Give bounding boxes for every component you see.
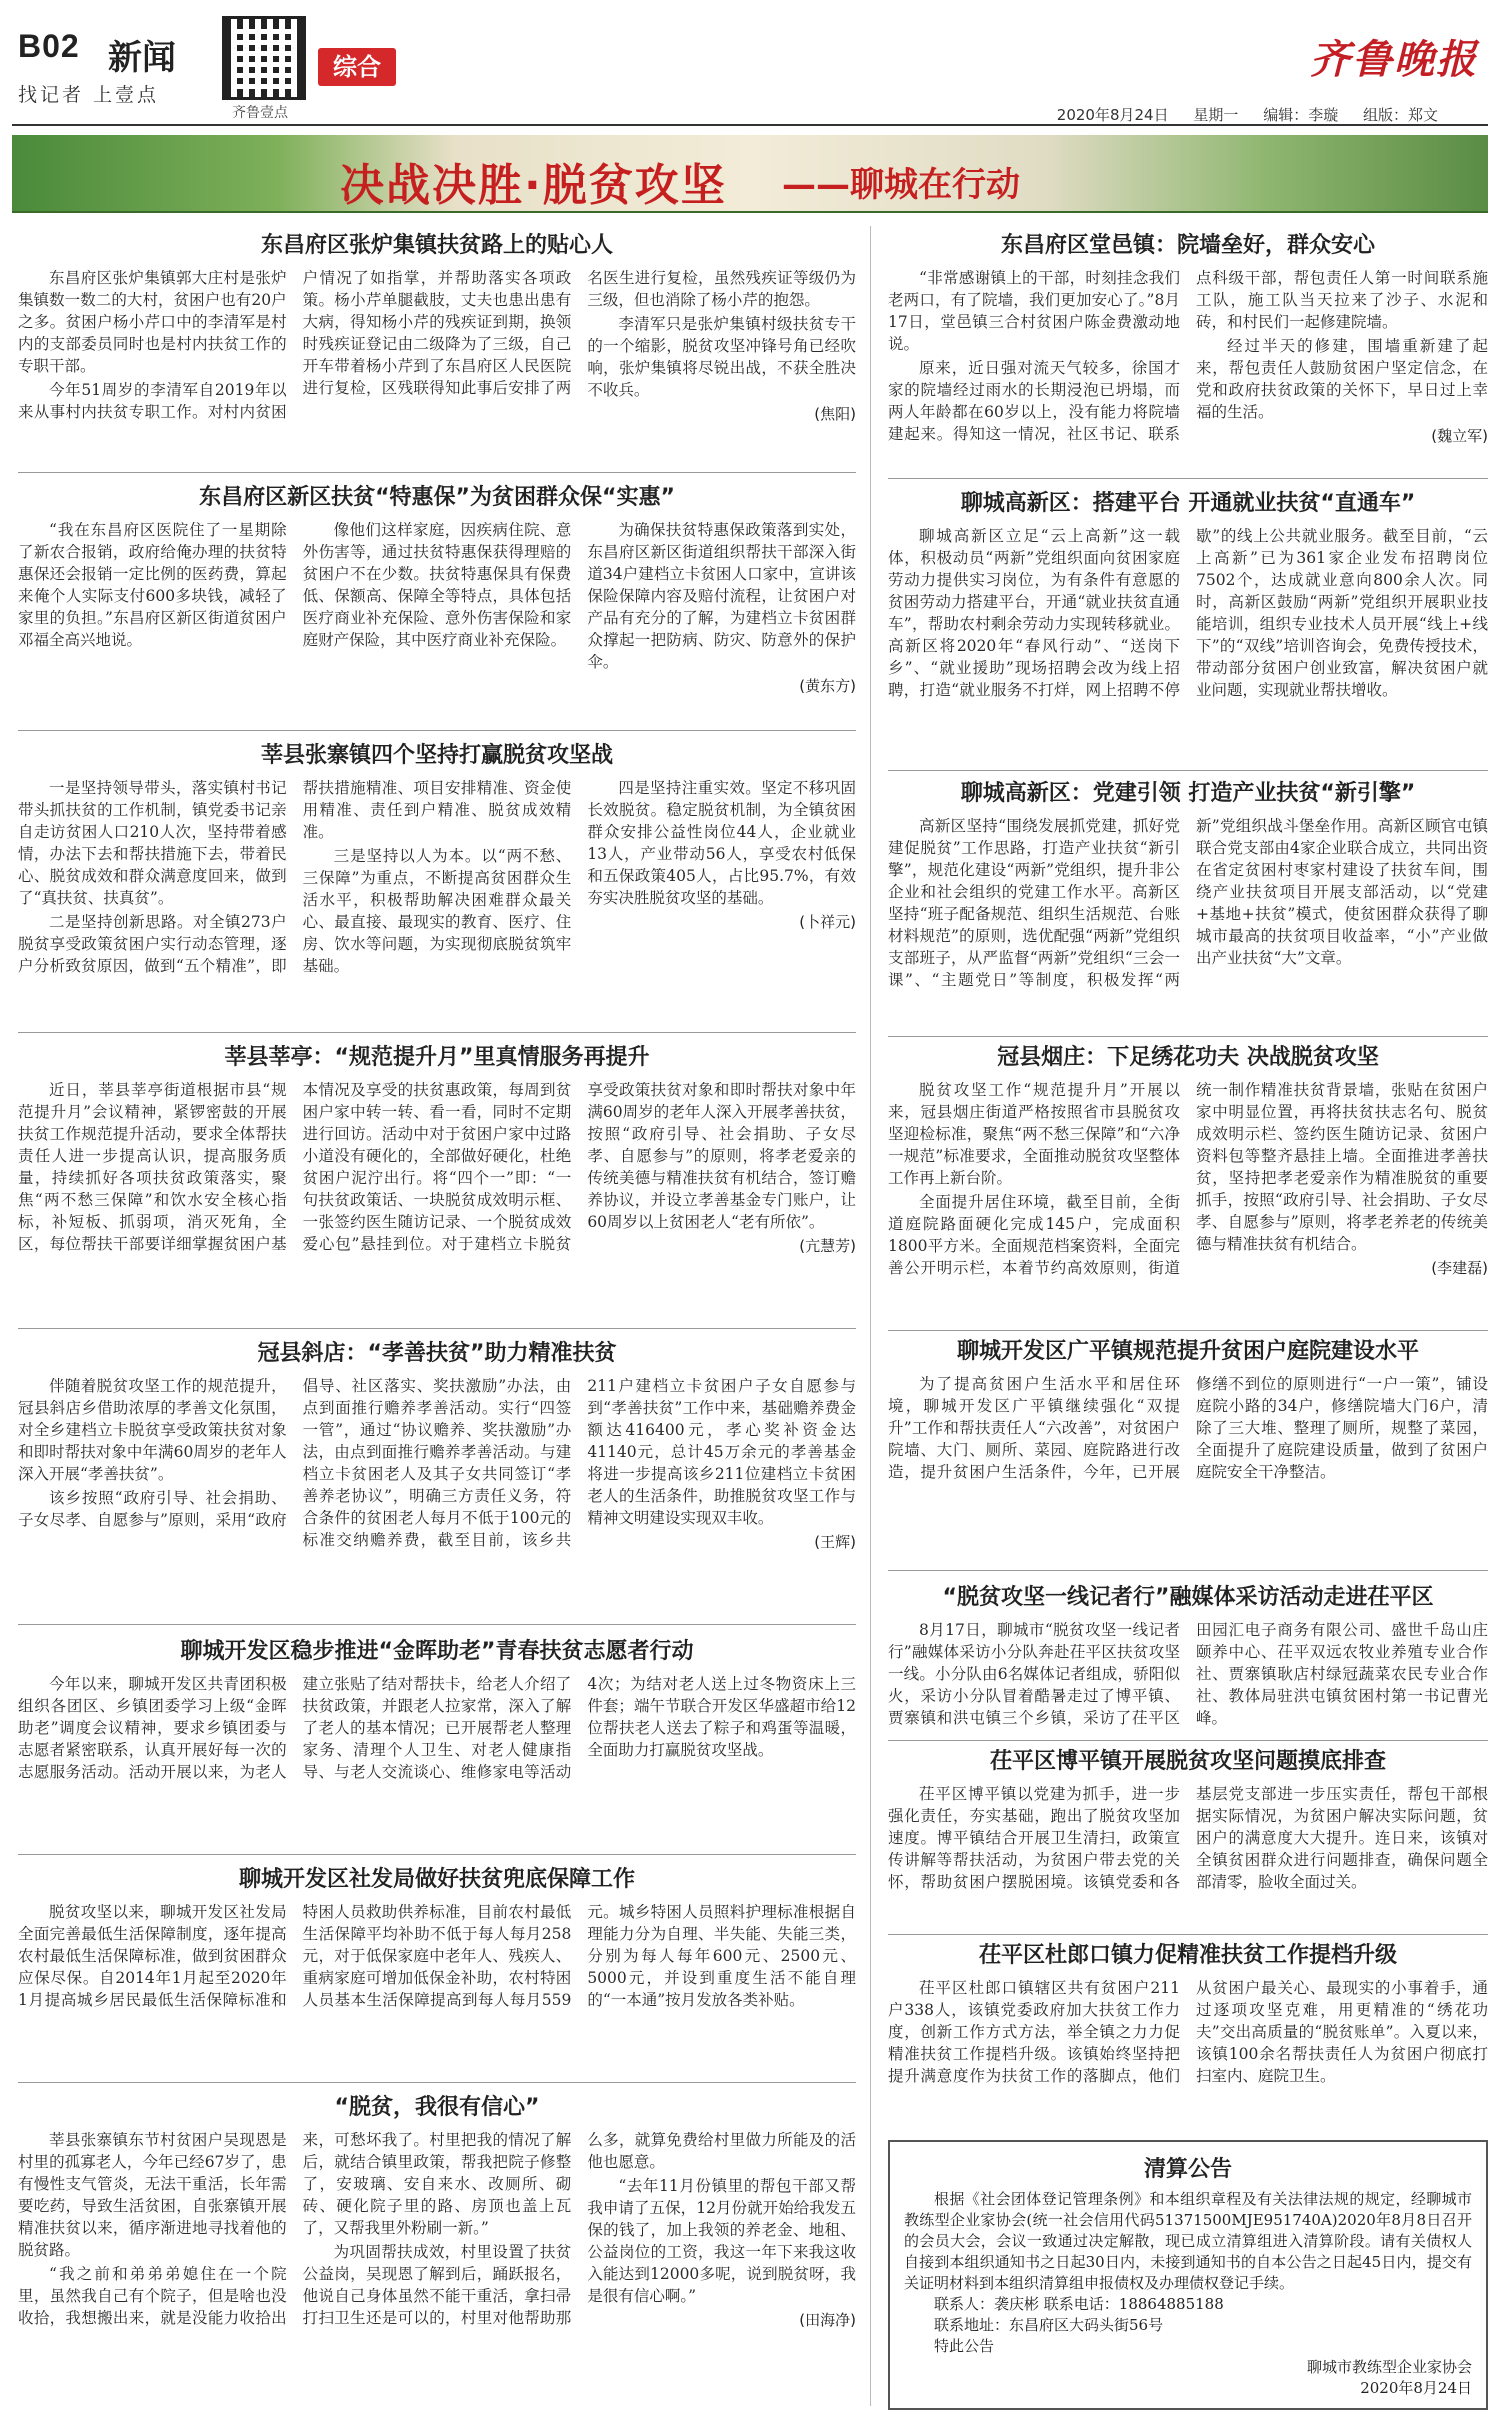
article-paragraph: “去年11月份镇里的帮包干部又帮我申请了五保，12月份就开始给我发五保的钱了，加上我领的养老金、地租、公益岗位的工资，我这一年下来我这收入能达到12000多呢，说到脱贫呀，我是很有信心啊。” [587,2177,856,2305]
article-body [18,2129,856,2330]
article-paragraph: 该乡按照“政府引导、社会捐助、子女尽孝、自愿参与”原则，采用“政府倡导、社区落实、奖扶激励”办法，由点到面推行赡养孝善活动。实行“四签一管”，通过“协议赡养、奖扶激励”办法，由点到面推行赡养孝善活动。与建档立卡贫困老人及其子女共同签订“孝善养老协议”，明确三方责任义务，符合条件的贫困老人每月不低于100元的标准交纳赡养费，截至目前，该乡共211户建档立卡贫困户子女自愿参与到“孝善扶贫”工作中来，基础赡养费金额达416400元，孝心奖补资金达41140元，总计45万余元的孝善基金将进一步提高该乡211位建档立卡贫困老人的生活条件，助推脱贫攻坚工作与精神文明建设实现双丰收。 [18,1377,856,1549]
article-paragraph: “我在东昌府区医院住了一星期除了新农合报销，政府给俺办理的扶贫特惠保还会报销一定比例的医药费，算起来俺个人实际支付600多块钱，减轻了家里的负担。”东昌府区新区街道贫困户邓福全高兴地说。 [18,521,287,649]
designer: 组版：郑文 [1362,106,1438,124]
article-paragraph: 为了提高贫困户生活水平和居住环境，聊城开发区广平镇继续强化“双提升”工作和帮扶责任人“六改善”，对贫困户院墙、大门、厕所、菜园、庭院路进行改造，提升贫困户生活条件，今年，已开展修缮不到位的原则进行“一户一策”，铺设庭院小路的34户，修缮院墙大门6户，清除了三大堆、整理了厕所，规整了菜园，全面提升了庭院建设质量，做到了贫困户庭院安全干净整洁。 [888,1375,1488,1481]
theme-banner [12,135,1488,213]
article-body [18,1901,856,2012]
article [888,1938,1488,2128]
article-paragraph: 四是坚持注重实效。坚定不移巩固长效脱贫。稳定脱贫机制，为全镇贫困群众安排公益性岗位44人，企业就业13人，产业带动56人，享受农村低保和五保政策405人，占比95.7%，有效夯实决胜脱贫攻坚的基础。 [587,779,856,907]
article-separator [18,2082,856,2083]
article-byline: (魏立军) [1431,427,1488,445]
issue-weekday: 星期一 [1193,106,1239,124]
article-separator [18,1328,856,1329]
article-byline: (李建磊) [1431,1259,1488,1277]
article-title: 东昌府区新区扶贫“特惠保”为贫困群众保“实惠” [199,485,675,510]
article [18,1862,856,2078]
article-byline: (焦阳) [814,405,856,423]
article-body [18,267,856,424]
article-paragraph: 莘县张寨镇东节村贫困户吴现恩是村里的孤寡老人，今年已经67岁了，患有慢性支气管炎，无法干重活，长年需要吃药，导致生活贫困，自张寨镇开展精准扶贫以来，循序渐进地寻找着他的脱贫路。 [18,2131,287,2259]
slogan: 找记者 上壹点 [18,84,160,106]
article-title: 聊城开发区稳步推进“金晖助老”青春扶贫志愿者行动 [180,1639,694,1664]
notice-end: 特此公告 [934,2337,995,2355]
article [18,1336,856,1620]
article [888,1744,1488,1930]
article-paragraph: 东昌府区张炉集镇郭大庄村是张炉集镇数一数二的大村，贫困户也有20户之多。贫困户杨小芹口中的李清军是村内的支部委员同时也是村内扶贫工作的专职干部。 [18,269,287,375]
article-title: 茌平区杜郎口镇力促精准扶贫工作提档升级 [978,1943,1397,1968]
article-separator [888,770,1488,771]
article-byline: (黄东方) [799,677,856,695]
article-byline: (王辉) [814,1533,856,1551]
article [888,228,1488,474]
article-separator [888,1330,1488,1331]
article-paragraph: 今年51周岁的李清军自2019年以来从事村内扶贫专职工作。对村内贫困户情况了如指掌，并帮助落实各项政策。杨小芹单腿截肢，丈夫也患出患有大病，得知杨小芹的残疾证到期，换领时残疾证登记由二级降为了三级，自己开车带着杨小芹到了东昌府区人民医院进行复检，区残联得知此事后安排了两名医生进行复检，虽然残疾证等级仍为三级，但也消除了杨小芹的抱怨。 [18,269,856,421]
article-title: 聊城开发区社发局做好扶贫兜底保障工作 [238,1867,635,1892]
article-separator [888,1740,1488,1741]
article-body [18,777,856,977]
article-separator [18,472,856,473]
article-paragraph: 三是坚持以人为本。以“两不愁、三保障”为重点，不断提高贫困群众生活水平，积极帮助解决困难群众最关心、最直接、最现实的教育、医疗、住房、饮水等问题，为实现彻底脱贫筑牢基础。 [302,847,572,975]
article-paragraph: 像他们这样家庭，因疾病住院、意外伤害等，通过扶贫特惠保获得理赔的贫困户不在少数。扶贫特惠保具有保费低、保额高、保障全等特点，具体包括医疗商业补充保险、意外伤害保险和家庭财产保险，其中医疗商业补充保险。 [302,521,572,649]
article-paragraph: 全面提升居住环境，截至目前，全街道庭院路面硬化完成145户，完成面积1800平方米。全面规范档案资料，全面完善公开明示栏，本着节约高效原则，街道统一制作精准扶贫背景墙，张贴在贫困户家中明显位置，再将扶贫扶志名句、脱贫成效明示栏、签约医生随访记录、贫困户资料包等整齐悬挂上墙。全面推进孝善扶贫，坚持把孝老爱亲作为精准脱贫的重要抓手，按照“政府引导、社会捐助、子女尽孝、自愿参与”原则，将孝老养老的传统美德与精准扶贫有机结合。 [888,1081,1488,1277]
column-divider [870,226,871,2406]
article-title: 莘县张寨镇四个坚持打赢脱贫攻坚战 [260,743,613,768]
article-byline: (田海净) [799,2311,856,2329]
article [888,1580,1488,1736]
page-number: B02 [18,28,80,64]
section-title: 新闻 [108,38,176,78]
article [888,1040,1488,1326]
article-paragraph: 高新区坚持“围绕发展抓党建，抓好党建促脱贫”工作思路，打造产业扶贫“新引擎”，规范化建设“两新”党组织，提升非公企业和社会组织的党建工作水平。高新区坚持“班子配备规范、组织生活规范、台账材料规范”的原则，选优配强“两新”党组织支部班子，从严监督“两新”党组织“三会一课”、“主题党日”等制度，积极发挥“两新”党组织战斗堡垒作用。高新区顾官屯镇联合党支部由4家企业联合成立，共同出资在省定贫困村枣家村建设了扶贫车间，围绕产业扶贫项目开展支部活动，以“党建+基地+扶贫”模式，使贫困群众获得了聊城市最高的扶贫项目收益率，“小”产业做出产业扶贫“大”文章。 [888,817,1488,989]
article [18,738,856,1028]
article-separator [18,730,856,731]
notice-title: 清算公告 [1143,2157,1232,2182]
editor: 编辑：李璇 [1263,106,1339,124]
qr-label: 齐鲁壹点 [232,105,288,121]
article-paragraph: 近日，莘县莘亭街道根据市县“规范提升月”会议精神，紧锣密鼓的开展扶贫工作规范提升活动，要求全体帮扶责任人进一步提高认识，提高服务质量，持续抓好各项扶贫政策落实，聚焦“两不愁三保障”和饮水安全核心指标，补短板、抓弱项，消灭死角，全区，每位帮扶干部要详细掌握贫困户基本情况及享受的扶贫惠政策，每周到贫困户家中转一转、看一看，同时不定期进行回访。活动中对于贫困户家中过路小道没有硬化的，全部做好硬化，杜绝贫困户泥泞出行。将“四个一”即：“一句扶贫政策话、一块脱贫成效明示框、一张签约医生随访记录、一个脱贫成效爱心包”悬挂到位。对于建档立卡脱贫享受政策扶贫对象和即时帮扶对象中年满60周岁的老年人深入开展孝善扶贫，按照“政府引导、社会捐助、子女尽孝、自愿参与”的原则，将孝老爱亲的传统美德与精准扶贫有机结合，签订赡养协议，并设立孝善基金专门账户，让60周岁以上贫困老人“老有所依”。 [18,1081,856,1253]
banner-title: 决战决胜·脱贫攻坚 [340,160,727,211]
article [18,2090,856,2406]
article-body [888,267,1488,446]
notice-contact: 联系人：袭庆彬 联系电话：18864885188 [934,2295,1224,2313]
article-paragraph: 茌平区博平镇以党建为抓手，进一步强化责任，夯实基础，跑出了脱贫攻坚加速度。博平镇结合开展卫生清扫，政策宣传讲解等帮扶活动，为贫困户带去党的关怀，帮助贫困户摆脱困境。该镇党委和各基层党支部进一步压实责任，帮包干部根据实际情况，为贫困户解决实际问题，贫困户的满意度大大提升。连日来，该镇对全镇贫困群众进行问题排查，确保问题全部清零，脸收全面过关。 [888,1785,1488,1891]
article-body [888,1373,1488,1484]
article-paragraph: 伴随着脱贫攻坚工作的规范提升，冠县斜店乡借助浓厚的孝善文化氛围，对全乡建档立卡脱贫享受政策扶贫对象和即时帮扶对象中年满60周岁的老年人深入开展“孝善扶贫”。 [18,1377,287,1483]
article-separator [888,1570,1488,1571]
article-separator [18,1854,856,1855]
article-paragraph: 李清军只是张炉集镇村级扶贫专干的一个缩影，脱贫攻坚冲锋号角已经吹响，张炉集镇将尽锐出战，不获全胜决不收兵。 [587,315,856,399]
article-title: 聊城高新区：党建引领 打造产业扶贫“新引擎” [960,781,1416,806]
article-paragraph: 脱贫攻坚工作“规范提升月”开展以来，冠县烟庄街道严格按照省市县脱贫攻坚迎检标准，聚焦“两不愁三保障”和“六净一规范”标准要求，全面推动脱贫攻坚整体工作再上新台阶。 [888,1081,1180,1187]
article-body [888,1619,1488,1730]
article-paragraph: 经过半天的修建，围墙重新建了起来，帮包责任人鼓励贫困户坚定信念，在党和政府扶贫政策的关怀下，早日过上幸福的生活。 [1196,337,1488,421]
article-paragraph: “非常感谢镇上的干部，时刻挂念我们老两口，有了院墙，我们更加安心了。”8月17日，堂邑镇三合村贫困户陈金费激动地说。 [888,269,1180,353]
article-body [18,1673,856,1783]
article-body [888,815,1488,991]
notice-date: 2020年8月24日 [1360,2379,1472,2397]
article-title: 聊城高新区：搭建平台 开通就业扶贫“直通车” [960,491,1416,516]
notice-body: 根据《社会团体登记管理条例》和本组织章程及有关法律法规的规定，经聊城市教练型企业家协会(统一社会信用代码51371500MJE951740A)2020年8月8日召开的会员大会，会议一致通过决定解散，现已成立清算组进入清算阶段。请有关债权人自接到本组织通知书之日起30日内，未接到通知书的自本公告之日起45日内，提交有关证明材料到本组织清算组申报债权及办理债权登记手续。 [904,2190,1472,2292]
article [888,486,1488,766]
banner-subtitle: ——聊城在行动 [782,165,1020,205]
article-separator [888,1934,1488,1935]
article-body [888,1079,1488,1279]
article-body [18,1079,856,1256]
article-separator [18,1624,856,1625]
category-tag: 综合 [318,48,396,86]
article-paragraph: 8月17日，聊城市“脱贫攻坚一线记者行”融媒体采访小分队奔赴茌平区扶贫攻坚一线。小分队由6名媒体记者组成，骄阳似火，采访小分队冒着酷暑走过了博平镇、贾寨镇和洪屯镇三个乡镇，采访了茌平区田园汇电子商务有限公司、盛世千岛山庄颐养中心、茌平双远农牧业养殖专业合作社、贾寨镇耿店村绿冠蔬菜农民专业合作社、教体局驻洪屯镇贫困村第一书记曹光峰。 [888,1621,1488,1727]
article-paragraph: 茌平区杜郎口镇辖区共有贫困户211户338人，该镇党委政府加大扶贫工作力度，创新工作方式方法，举全镇之力力促精准扶贫工作提档升级。该镇始终坚持把提升满意度作为扶贫工作的落脚点，他们从贫困户最关心、最现实的小事着手，通过逐项攻坚克难，用更精准的“绣花功夫”交出高质量的“脱贫账单”。入夏以来，该镇100余名帮扶责任人为贫困户彻底打扫室内、庭院卫生。 [888,1979,1488,2085]
article [18,1040,856,1324]
article-byline: (亢慧芳) [799,1237,856,1255]
issue-meta [1037,104,1438,125]
article [888,1334,1488,1566]
article-title: 冠县斜店：“孝善扶贫”助力精准扶贫 [257,1341,617,1366]
article-separator [888,478,1488,479]
article-body [18,519,856,696]
article-paragraph: 聊城高新区立足“云上高新”这一载体，积极动员“两新”党组织面向贫困家庭劳动力提供实习岗位，为有条件有意愿的贫困劳动力搭建平台，开通“就业扶贫直通车”，帮助农村剩余劳动力实现转移就业。高新区将2020年“春风行动”、“送岗下乡”、“就业援助”现场招聘会改为线上招聘，打造“就业服务不打烊，网上招聘不停歇”的线上公共就业服务。截至目前，“云上高新”已为361家企业发布招聘岗位7502个，达成就业意向800余人次。同时，高新区鼓励“两新”党组织开展职业技能培训，组织专业技术人员开展“线上+线下”的“双线”培训咨询会，免费传授技术，带动部分贫困户创业致富，解决贫困户就业问题，实现就业帮扶增收。 [888,527,1488,699]
page-header [12,8,1488,128]
article [18,480,856,726]
article-title: “脱贫攻坚一线记者行”融媒体采访活动走进茌平区 [942,1585,1434,1610]
article-body [888,1977,1488,2088]
article-title: 冠县烟庄：下足绣花功夫 决战脱贫攻坚 [997,1045,1379,1070]
article-title: 莘县莘亭：“规范提升月”里真情服务再提升 [224,1045,650,1070]
article-paragraph: 原来，近日强对流天气较多，徐国才家的院墙经过雨水的长期浸泡已坍塌，而两人年龄都在60岁以上，没有能力将院墙建起来。得知这一情况，社区书记、联系点科级干部，帮包责任人第一时间联系施工队，施工队当天拉来了沙子、水泥和砖，和村民们一起修建院墙。 [888,269,1488,443]
article-title: 聊城开发区广平镇规范提升贫困户庭院建设水平 [956,1339,1419,1364]
article-paragraph: 为巩固帮扶成效，村里设置了扶贫公益岗，吴现恩了解到后，踊跃报名，他说自己身体虽然不能干重活，拿扫帚打扫卫生还是可以的，村里对他帮助那么多，就算免费给村里做力所能及的活他也愿意。 [302,2131,856,2327]
article-separator [18,1032,856,1033]
issue-date: 2020年8月24日 [1056,106,1169,124]
article [888,776,1488,1032]
article-paragraph: 一是坚持领导带头，落实镇村书记带头抓扶贫的工作机制，镇党委书记亲自走访贫困人口210人次，坚持带着感情，办法下去和帮扶措施下去，带着民心、脱贫成效和群众满意度回来，做到了“真扶贫、扶真贫”。 [18,779,287,907]
article-paragraph: 二是坚持创新思路。对全镇273户脱贫享受政策贫困户实行动态管理，逐户分析致贫原因，做到“五个精准”，即帮扶措施精准、项目安排精准、资金使用精准、责任到户精准、脱贫成效精准。 [18,779,572,975]
article [18,1634,856,1850]
article-title: 东昌府区堂邑镇：院墙垒好，群众安心 [1000,233,1375,258]
article-paragraph: 脱贫攻坚以来，聊城开发区社发局全面完善最低生活保障制度，逐年提高农村最低生活保障标准，做到贫困群众应保尽保。自2014年1月起至2020年1月提高城乡居民最低生活保障标准和特困人员救助供养标准，目前农村最低生活保障平均补助不低于每人每月258元，对于低保家庭中老年人、残疾人、重病家庭可增加低保金补助，农村特困人员基本生活保障提高到每人每月559元。城乡特困人员照料护理标准根据自理能力分为自理、半失能、失能三类，分别为每人每年600元、2500元、5000元，并设到重度生活不能自理的“一本通”按月发放各类补贴。 [18,1903,856,2009]
liquidation-notice [888,2140,1488,2410]
article [18,228,856,468]
article-body [18,1375,856,1552]
article-paragraph: “我之前和弟弟弟媳住在一个院里，虽然我自己有个院子，但是啥也没收拾，我想搬出来，就是没能力收拾出来，可愁坏我了。村里把我的情况了解后，就结合镇里政策，帮我把院子修整了，安玻璃、安自来水、改厕所、砌砖、硬化院子里的路、房顶也盖上瓦了，又帮我里外粉刷一新。” [18,2131,572,2327]
header-rule [12,124,1488,126]
article-title: “脱贫，我很有信心” [334,2095,540,2120]
article-body [888,525,1488,702]
newspaper-logo: 齐鲁晚报 [1310,36,1478,83]
qr-code-icon[interactable] [222,16,306,100]
article-title: 东昌府区张炉集镇扶贫路上的贴心人 [260,233,613,258]
notice-org: 聊城市教练型企业家协会 [1306,2358,1472,2376]
article-paragraph: 为确保扶贫特惠保政策落到实处，东昌府区新区街道组织帮扶干部深入街道34户建档立卡贫困人口家中，宣讲该保险保障内容及赔付流程，让贫困户对产品有充分的了解，为建档立卡贫困群众撑起一把防病、防灾、防意外的保护伞。 [587,521,856,671]
article-title: 茌平区博平镇开展脱贫攻坚问题摸底排查 [989,1749,1386,1774]
article-paragraph: 今年以来，聊城开发区共青团积极组织各团区、乡镇团委学习上级“金晖助老”调度会议精神，要求乡镇团委与志愿者紧密联系，认真开展好每一次的志愿服务活动。活动开展以来，为老人建立张贴了结对帮扶卡，给老人介绍了扶贫政策，并跟老人拉家常，深入了解了老人的基本情况；已开展帮老人整理家务、清理个人卫生、对老人健康指导、与老人交流谈心、维修家电等活动4次；为结对老人送上过冬物资床上三件套；端午节联合开发区华盛超市给12位帮扶老人送去了粽子和鸡蛋等温暖，全面助力打赢脱贫攻坚战。 [18,1675,856,1781]
article-body [888,1783,1488,1894]
article-byline: (卜祥元) [799,913,856,931]
notice-address: 联系地址：东昌府区大码头街56号 [934,2316,1164,2334]
article-separator [888,1036,1488,1037]
